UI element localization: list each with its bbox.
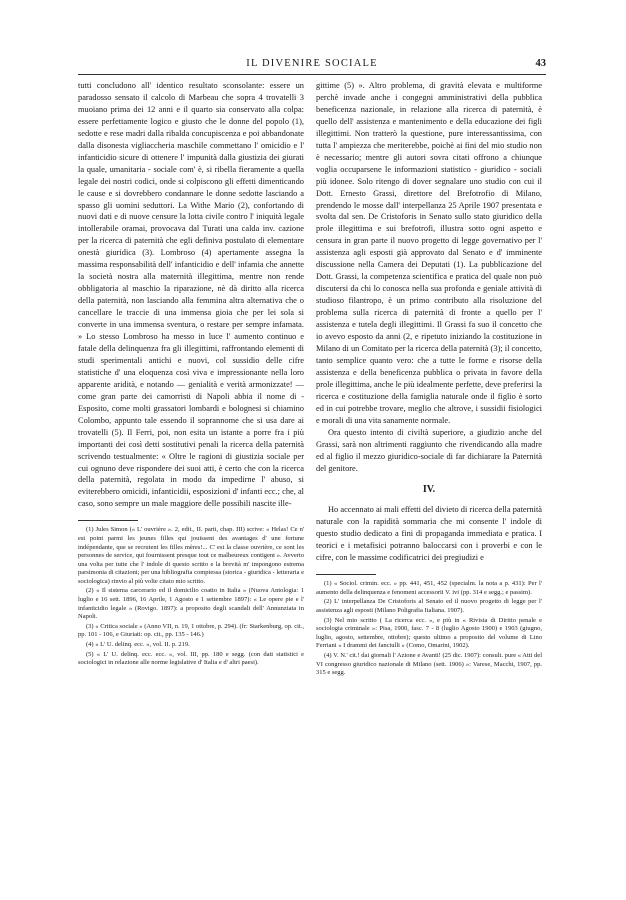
running-title: IL DIVENIRE SOCIALE — [246, 58, 378, 69]
footnote-2: (2) L' interpellanza De Cristoforis al Senato ed il nuovo progetto di legge per l' assistenza agli esposti (Milano Poligrafia Italiana. 1907). — [316, 598, 542, 614]
footnote-2: (2) « Il sistema carcerario ed il domicilio coatto in Italia » (Nuova Antologia: 1 luglio e 16 sett. 1896, 16 Aprile, 1 Agosto e 1 settembre 1897): « Le opere pie e l' infanticidio legale » (Rovigo. 1897): a proposito degli scandali dell' Annunziata in Napoli. — [78, 587, 304, 621]
footnote-5: (5) « L' U. delinq. ecc. ecc. », vol. III, pp. 180 e segg. (con dati statistici e sociologici in relazione alle norme legislative d' Italia e d' altri paesi). — [78, 650, 304, 667]
right-body — [316, 80, 542, 564]
section-heading: IV. — [422, 484, 436, 496]
left-paragraph: tutti concludono all' identico resultato sconsolante: essere un paradosso sensato il calcolo di Marbeau che sopra 4 trovatelli 3 muoiano prima dei 12 anni e il quarto sia conservato alla colpa: essere perfettamente logico e giusto che le donne del popolo (1), sedotte e rese madri dalla ribalda concupiscenza e poi abbandonate dalla disonesta vigliaccheria maschile commettano l' omicidio e l' infanticidio sicure di ottenere l' impunità dalla giustizia dei giurati la quale, umanitaria - sociale com' è, si ribella fieramente a quella legale dei nostri codici, onde si colpiscono gli effetti dimenticando le cause e si dovrebbero condannare le donne sedotte lasciando a spasso gli uomini seduttori. La Withe Mario (2), confortando di nuovi dati e di nuove censure la lotta civile contro l' iniquità legale intollerabile oramai, provocava dal Turati una calda inv. cazione per la ricerca di paternità che egli definiva postulato di elementare onestà giuridica (3). Lombroso (4) apertamente assegna la massima responsabilità dell' infanticidio e dell' infamia che annette la società nostra alla maternità illegittima, mentre non rende obbligatoria al maschio la riparazione, nè dà diritto alla ricerca della paternità, non lasciando alla femmina altra alternativa che o cancellare le traccie di una immensa gioia che per lei sola si converte in una immensa sventura, o restare per sempre infamata. » Lo stesso Lombroso ha messo in luce l' aumento continuo e fatale della delinquenza fra gli illegittimi, raffrontando elementi di studi sperimentali antichi e nuovi, col sussidio delle cifre statistiche d' una eloquenza così viva e impressionante nella loro apparente aridità, e notando — genialità e verità armonizzate! — come gran parte dei camorristi di Napoli abbia il nome di -Esposito, come molti grassatori lombardi e bolognesi si chiamino Colombo, appunto tale essendo il soprannome che si usa dare ai trovatelli (5). Il Ferri, poi, non esita un istante a porre fra i più importanti dei così detti sostitutivi penali la ricerca della paternità scrivendo testualmente: « Oltre le ragioni di giustizia sociale per cui ognuno deve rispondere dei suoi atti, è certo che con la ricerca della paternità, regolata in modo da impedirne l' abuso, si eviterebbero omicidi, infanticidii, esposizioni d' infanti ecc.; che, al caso, sono sempre un male maggiore delle possibili nascite ille- — [78, 81, 304, 509]
right-paragraph-2: Ora questo intento di civiltà superiore, a giudizio anche del Grassi, sarà non altrimenti raggiunto che rivendicando alla madre ed al figlio il mezzo giuridico-sociale di far dichiarare la Paternità del genitore. — [316, 427, 542, 473]
footnote-4: (4) « L' U. delinq. ecc. », vol. II. p. 219. — [86, 641, 190, 649]
left-footnotes — [78, 526, 304, 668]
footnote-3: (3) « Critica sociale » (Anno VII, n. 19, 1 ottobre, p. 294). (fr: Starkenburg, op. cit., pp. 101 - 106, e Giuriati: op. cit., pp. 135 - 146.) — [78, 622, 304, 639]
right-footnotes — [316, 580, 542, 678]
right-column — [316, 80, 542, 679]
right-paragraph-3: Ho accennato ai mali effetti del divieto di ricerca della paternità naturale con la rapidità sommaria che mi consente l' indole di questo studio dedicato a fini di propaganda immediata e pratica. I teorici e i metafisici potranno baloccarsi con i proverbi e con le cifre, con le massime codificatrici dei pregiudizi e — [316, 505, 542, 563]
footnote-3: (3) Nel mio scritto ( La ricerca ecc. », e più in « Rivista di Diritto penale e sociologia criminale »: Pisa, 1900, fasc. 7 - 8 (luglio Agosto 1900) e 1903 (giugno, luglio, agosto, settembre, ottobre); questo ultimo a proposito del volume di Lino Ferriani « I drammi dei fanciulli » (Como, Omarini, 1902). — [316, 616, 542, 650]
footnote-1: (1) Jules Simon (« L' ouvrière ». 2, edit., II. parti, chap. III) scrive: « Helas! Ce n' est point parmi les jeunes filles qui jouissent des avantages d' une fortune indépendante, que se recrutent les filles mères!... C' est la classe ouvrière, ce sont les personnes de service, qui fournissent presque tout ce malheureux contigent ». Avverto una volta per tutte che l' indole di questo scritto e la brevità m' impongono estrema parsimonia di citazioni; per una bibliografia compiessa (storica - giuridica - letteraria e sociologica) rinvio al più volte citato mio scritto. — [78, 526, 304, 585]
running-header — [78, 58, 546, 72]
footnote-4: (4) V. N.' cit.! dai giornali l' Azione e Avanti! (25 dic. 1907): consult. pure « Atti del VI congresso giuridico nazionale di Milano (sett. 1906) »: Varese, Macchi, 1907, pp. 315 e segg. — [316, 651, 542, 677]
footnote-rule — [78, 520, 138, 521]
header-rule — [78, 74, 546, 75]
footnote-rule — [316, 574, 376, 575]
page-number: 43 — [535, 58, 546, 69]
left-body — [78, 80, 304, 510]
right-paragraph-1: gittime (5) ». Altro problema, di gravità elevata e multiforme perchè invade anche i congegni amministrativi della pubblica beneficenza nazionale, in relazione alla ricerca di paternità, è quello dell' assistenza e mantenimento e della educazione dei figli illegittimi. Non tratterò la questione, pure interessantissima, con tutta l' ampiezza che meriterebbe, poichè ai fini del mio studio non è necessario; mentre gli autori sovra citati offrono a chiunque voglia occuparsene le informazioni statistico - giuridico - sociali più idonee. Solo ritengo di dover segnalare uno studio con cui il Dott. Ernesto Grassi, direttore del Brefotrofio di Milano, prendendo le mosse dall' interpellanza 25 Aprile 1907 presentata e svolta dal sen. De Cristoforis in Senato sullo stato giuridico della prole illegittima e sui brefotrofi, illustra sotto ogni aspetto e censura in gran parte il nuovo progetto di legge governativo per l' assistenza agli esposti già approvato dal Senato e d' imminente discussione nella Camera dei Deputati (1). La pubblicazione del Dott. Grassi, la competenza scientifica e pratica del quale non può discutersi da chi lo conosca nella sua profonda e geniale attività di studioso filantropo, è un primo contributo alla risoluzione del problema sulla ricerca di paternità di fronte a quello per l' assistenza e tutela degli illegittimi. Il Grassi fa suo il concetto che io avevo esposto da anni (2, e ripetuto iniziando la costituzione in Milano di un Comitato per la ricerca della paternità (3); il concetto, tanto semplice quanto vero: che a tutte le forme e risorse della assistenza e della beneficenza pubblica o privata in favore della prole illegittima, anche le più idealmente perfette, deve preferirsi la ricerca e costituzione della famiglia naturale onde il figlio è sorto ed in cui potrebbe trovare, meglio che altrove, i sussidii fisiologici e morali di una vita sanamente normale. — [316, 81, 542, 425]
left-column — [78, 80, 304, 669]
footnote-1: (1) « Sociol. crimin. ecc. » pp. 441, 451, 452 (specialm. la nota a p. 431): Per l' aumento della delinquenza e fenomeni accessorii V. ivi (pp. 314 e segg.; e passim). — [316, 580, 542, 596]
